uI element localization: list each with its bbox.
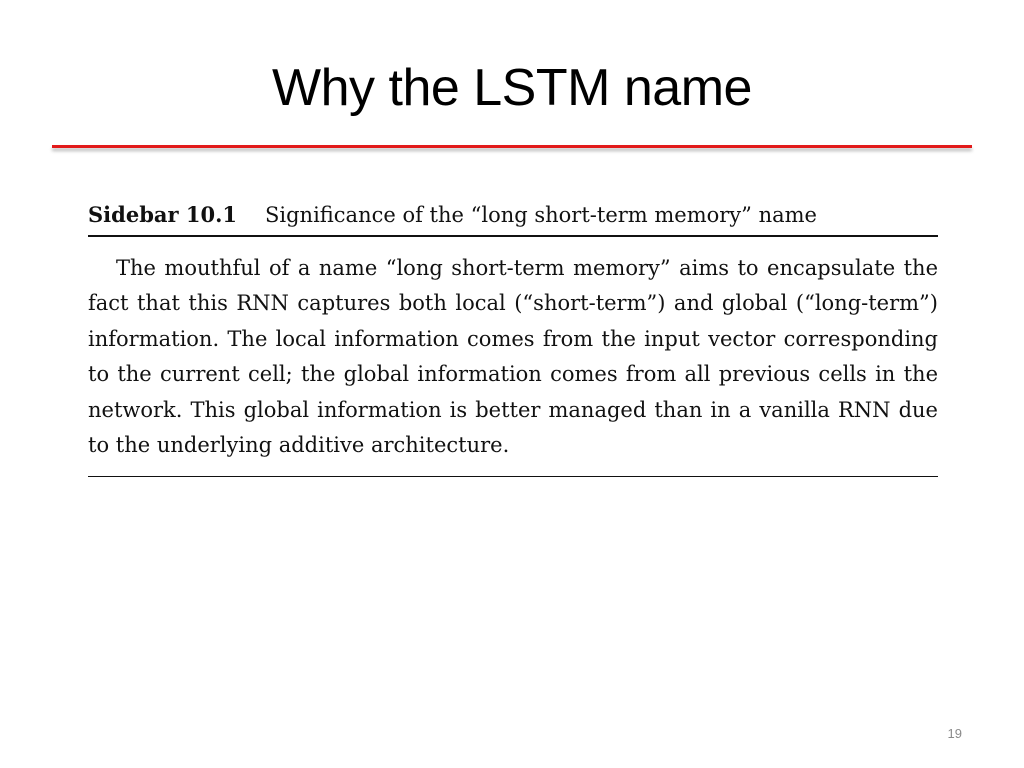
sidebar-body-text: The mouthful of a name “long short-term memory” aims to encapsulate the fact that this RNN captures both local (“short-term”) and global (“long-term”) information. The local information comes from the input vector corresponding to the current cell; the global information comes from all previous cells in the network. This global information is better managed than in a vanilla RNN due to the underlying additive architecture. xyxy=(88,255,938,457)
title-divider xyxy=(52,145,972,148)
sidebar-bottom-rule xyxy=(88,476,938,478)
sidebar-heading xyxy=(88,198,938,232)
page-number: 19 xyxy=(947,726,962,741)
sidebar-heading-text: Significance of the “long short-term memory” name xyxy=(265,203,817,227)
sidebar-box xyxy=(88,198,938,477)
sidebar-label: Sidebar 10.1 xyxy=(88,202,237,227)
sidebar-top-rule xyxy=(88,235,938,237)
slide-title: Why the LSTM name xyxy=(272,59,752,117)
